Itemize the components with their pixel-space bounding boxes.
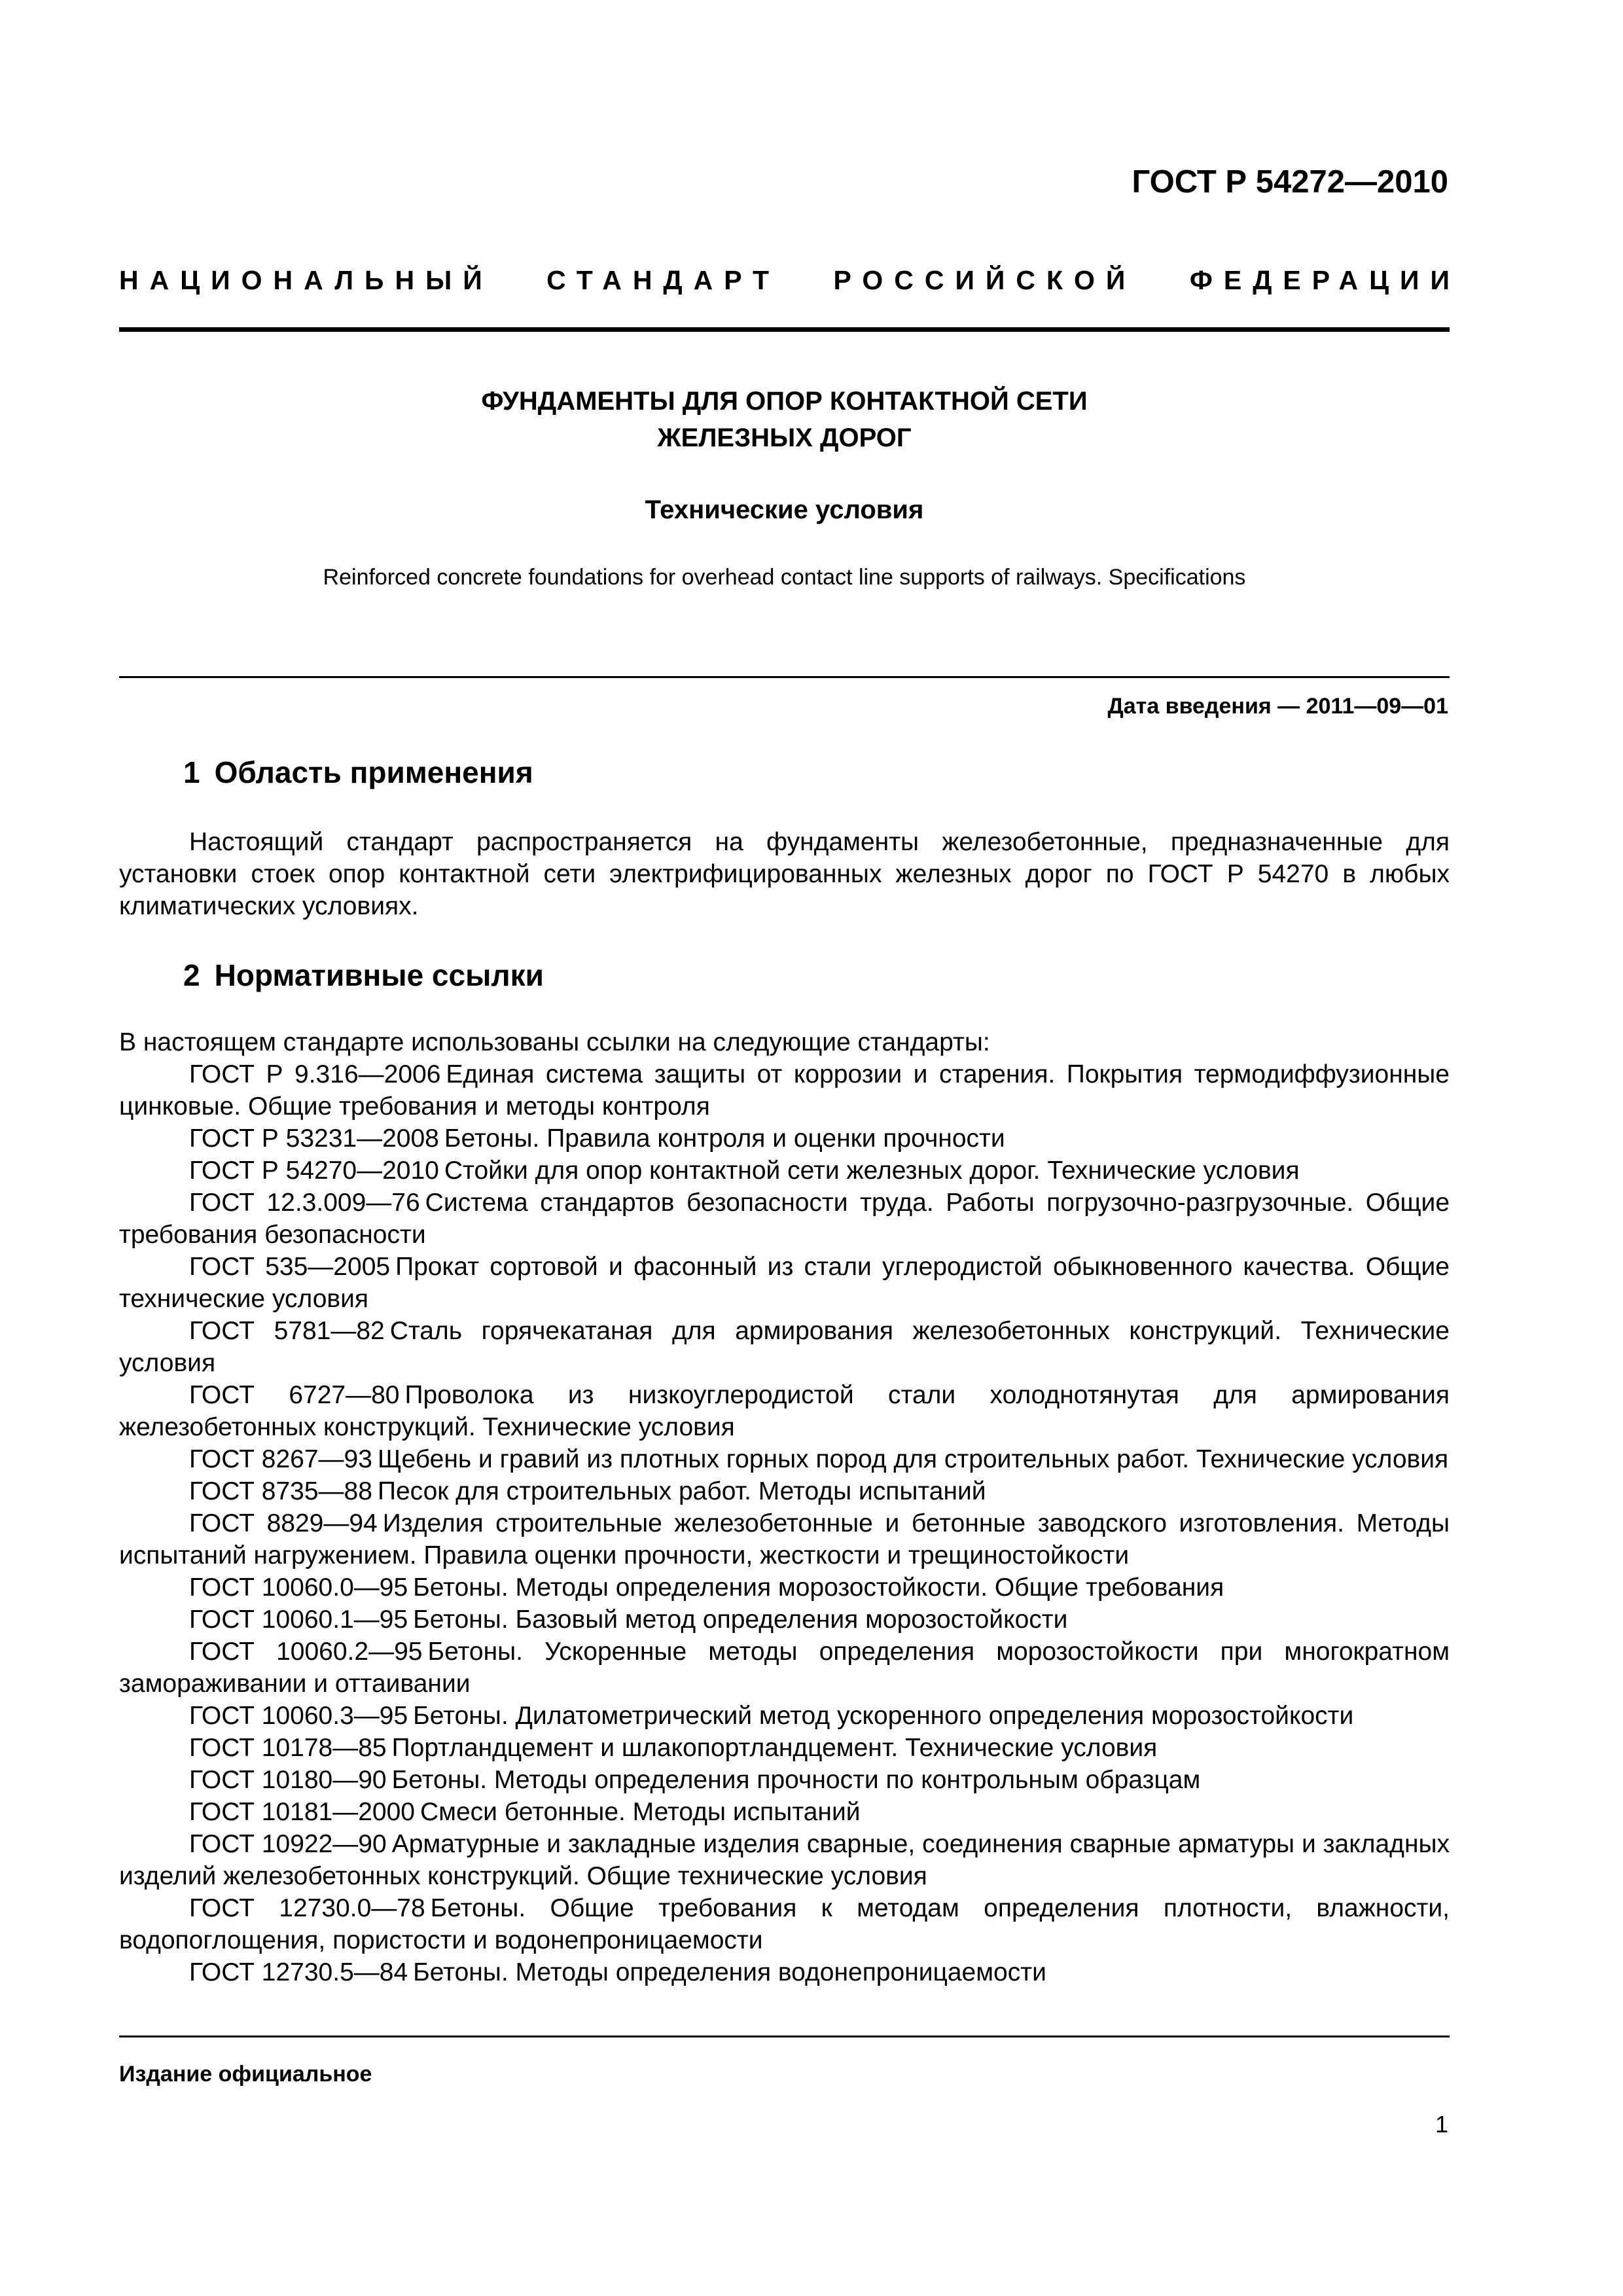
reference-code: ГОСТ 10060.2—95 [189, 1638, 423, 1666]
reference-item [119, 1796, 1450, 1828]
reference-code: ГОСТ 10060.0—95 [189, 1573, 408, 1602]
banner-word: НАЦИОНАЛЬНЫЙ [119, 265, 493, 295]
reference-code: ГОСТ 10060.1—95 [189, 1605, 408, 1634]
reference-item [119, 1700, 1450, 1732]
section-title: Нормативные ссылки [214, 958, 544, 992]
reference-title: Смеси бетонные. Методы испытаний [420, 1798, 861, 1826]
footer-rule [119, 2036, 1450, 2037]
reference-code: ГОСТ 5781—82 [189, 1317, 385, 1345]
banner-word: РОССИЙСКОЙ [833, 265, 1137, 295]
section-number: 1 [183, 755, 200, 789]
reference-code: ГОСТ Р 53231—2008 [189, 1124, 439, 1153]
reference-title: Бетоны. Дилатометрический метод ускоренного определения морозостойкости [413, 1702, 1354, 1730]
reference-title: Бетоны. Ускоренные методы определения морозостойкости при многократном замораживании и оттаивании [119, 1638, 1450, 1698]
standard-designation: ГОСТ Р 54272—2010 [1132, 164, 1448, 200]
reference-code: ГОСТ 12730.5—84 [189, 1958, 408, 1986]
reference-title: Портландцемент и шлакопортландцемент. Технические условия [391, 1734, 1158, 1762]
reference-item [119, 1732, 1450, 1764]
reference-code: ГОСТ 8267—93 [189, 1445, 372, 1473]
reference-code: ГОСТ 10178—85 [189, 1734, 387, 1762]
reference-title: Арматурные и закладные изделия сварные, соединения сварные арматуры и закладных изделий железобетонных конструкций. Общие технические условия [119, 1830, 1450, 1890]
title-line-2: ЖЕЛЕЗНЫХ ДОРОГ [657, 423, 912, 452]
reference-item [119, 1379, 1450, 1443]
reference-title: Песок для строительных работ. Методы испытаний [377, 1477, 986, 1505]
reference-code: ГОСТ Р 9.316—2006 [189, 1060, 441, 1088]
reference-item [119, 1155, 1450, 1187]
reference-item [119, 1187, 1450, 1251]
section-2-body [119, 1026, 1450, 1988]
reference-item [119, 1475, 1450, 1507]
document-title [119, 383, 1450, 456]
section-1-body [119, 826, 1450, 922]
reference-code: ГОСТ 8735—88 [189, 1477, 372, 1505]
section-2-heading [183, 958, 544, 993]
reference-item [119, 1828, 1450, 1892]
english-title: Reinforced concrete foundations for overhead contact line supports of railways. Specifications [323, 565, 1246, 590]
reference-title: Бетоны. Общие требования к методам определения плотности, влажности, водопоглощения, пористости и водонепроницаемости [119, 1894, 1450, 1954]
reference-title: Бетоны. Правила контроля и оценки прочности [444, 1124, 1005, 1153]
title-rule [119, 676, 1450, 678]
references-intro: В настоящем стандарте использованы ссылки на следующие стандарты: [119, 1028, 990, 1056]
reference-title: Сталь горячекатаная для армирования железобетонных конструкций. Технические условия [119, 1317, 1450, 1377]
reference-item [119, 1315, 1450, 1379]
reference-code: ГОСТ 535—2005 [189, 1253, 391, 1281]
reference-code: ГОСТ 10060.3—95 [189, 1702, 408, 1730]
banner-word: ФЕДЕРАЦИИ [1189, 265, 1461, 295]
reference-code: ГОСТ 10180—90 [189, 1766, 387, 1794]
official-edition-label: Издание официальное [119, 2062, 372, 2087]
reference-title: Проволока из низкоуглеродистой стали холоднотянутая для армирования железобетонных конструкций. Технические условия [119, 1381, 1450, 1441]
reference-title: Система стандартов безопасности труда. Работы погрузочно-разгрузочные. Общие требования безопасности [119, 1189, 1450, 1249]
title-line-1: ФУНДАМЕНТЫ ДЛЯ ОПОР КОНТАКТНОЙ СЕТИ [481, 387, 1088, 416]
reference-code: ГОСТ 10181—2000 [189, 1798, 416, 1826]
national-standard-banner [119, 265, 1461, 296]
reference-item [119, 1571, 1450, 1604]
section-number: 2 [183, 958, 200, 992]
section-1-heading [183, 755, 533, 790]
reference-item [119, 1956, 1450, 1988]
reference-title: Бетоны. Методы определения прочности по контрольным образцам [391, 1766, 1201, 1794]
reference-item [119, 1251, 1450, 1315]
reference-title: Щебень и гравий из плотных горных пород для строительных работ. Технические условия [377, 1445, 1449, 1473]
banner-word: СТАНДАРТ [546, 265, 781, 295]
reference-item [119, 1604, 1450, 1636]
reference-code: ГОСТ Р 54270—2010 [189, 1157, 439, 1185]
section-title: Область применения [214, 755, 533, 789]
reference-list [119, 1058, 1450, 1988]
section-1-paragraph: Настоящий стандарт распространяется на фундаменты железобетонные, предназначенные для установки стоек опор контактной сети электрифицированных железных дорог по ГОСТ Р 54270 в любых климатических условиях. [119, 828, 1450, 920]
reference-item [119, 1764, 1450, 1796]
reference-item [119, 1122, 1450, 1155]
reference-item [119, 1058, 1450, 1122]
reference-code: ГОСТ 12730.0—78 [189, 1894, 425, 1922]
reference-item [119, 1636, 1450, 1700]
reference-code: ГОСТ 10922—90 [189, 1830, 387, 1858]
document-subtitle: Технические условия [645, 495, 924, 524]
page-number: 1 [1435, 2111, 1448, 2138]
reference-title: Прокат сортовой и фасонный из стали углеродистой обыкновенного качества. Общие технические условия [119, 1253, 1450, 1313]
header-rule [119, 327, 1450, 332]
reference-item [119, 1443, 1450, 1475]
reference-title: Стойки для опор контактной сети железных дорог. Технические условия [444, 1157, 1300, 1185]
reference-title: Бетоны. Методы определения морозостойкости. Общие требования [413, 1573, 1224, 1602]
reference-title: Бетоны. Методы определения водонепроницаемости [413, 1958, 1046, 1986]
reference-title: Единая система защиты от коррозии и старения. Покрытия термодиффузионные цинковые. Общие требования и методы контроля [119, 1060, 1450, 1121]
reference-item [119, 1892, 1450, 1956]
reference-code: ГОСТ 8829—94 [189, 1509, 378, 1537]
reference-item [119, 1507, 1450, 1571]
introduction-date: Дата введения — 2011—09—01 [1107, 694, 1448, 719]
reference-code: ГОСТ 12.3.009—76 [189, 1189, 420, 1217]
reference-code: ГОСТ 6727—80 [189, 1381, 400, 1409]
reference-title: Изделия строительные железобетонные и бетонные заводского изготовления. Методы испытаний нагружением. Правила оценки прочности, жесткости и трещиностойкости [119, 1509, 1450, 1570]
reference-title: Бетоны. Базовый метод определения морозостойкости [413, 1605, 1068, 1634]
